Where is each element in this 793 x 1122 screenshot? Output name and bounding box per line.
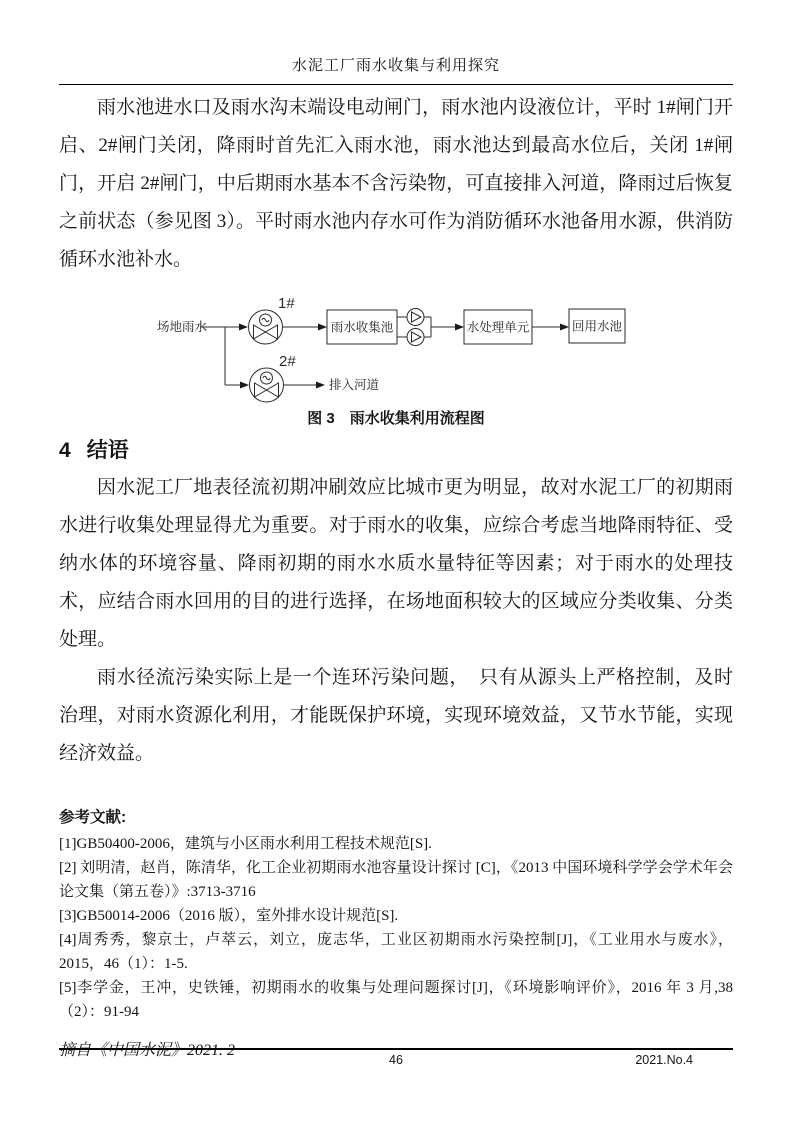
paragraph-3: 雨水径流污染实际上是一个连环污染问题， 只有从源头上严格控制，及时治理，对雨水资源化利用，才能既保护环境，实现环境效益，又节水节能，实现经济效益。: [59, 667, 733, 764]
arrow-icon: [316, 382, 325, 389]
page-number: 46: [389, 1053, 403, 1067]
electric-valve-icon-1: [249, 310, 283, 344]
electric-valve-icon-2: [250, 368, 284, 402]
arrow-icon: [239, 324, 248, 331]
discharge-label: 排入河道: [329, 378, 380, 392]
page-content: [59, 0, 733, 1062]
figure-caption: 图 3 雨水收集利用流程图: [307, 410, 485, 427]
reference-item: [3]GB50014-2006（2016 版），室外排水设计规范[S].: [59, 908, 399, 924]
arrow-icon: [560, 324, 569, 331]
figure-3-flow-diagram: [59, 279, 733, 429]
reference-item: [1]GB50400-2006，建筑与小区雨水利用工程技术规范[S].: [59, 836, 432, 852]
footer-rule: [59, 1048, 733, 1050]
references-section: [59, 807, 733, 1024]
valve-1-tag: 1#: [278, 295, 295, 312]
paragraph-2: 因水泥工厂地表径流初期冲刷效应比城市更为明显，故对水泥工厂的初期雨水进行收集处理显得尤为重要。对于雨水的收集，应综合考虑当地降雨特征、受纳水体的环境容量、降雨初期的雨水水质水量特征等因素；对于雨水的处理技术，应结合雨水回用的目的进行选择，在场地面积较大的区域应分类收集、分类处理。: [59, 477, 733, 650]
treatment-unit-label: 水处理单元: [466, 320, 530, 335]
valve-2-tag: 2#: [279, 353, 296, 370]
section-number: 4: [59, 439, 71, 462]
source-note: 摘自《中国水泥》2021. 2: [59, 1042, 236, 1059]
references-heading: 参考文献:: [59, 809, 127, 826]
running-head-title: 水泥工厂雨水收集与利用探究: [291, 58, 500, 74]
arrow-icon: [240, 382, 249, 389]
reference-item: [5]李学金，王冲，史铁锤，初期雨水的收集与处理问题探讨[J]，《环境影响评价》，2016 年 3 月,38（2）：91-94: [59, 980, 733, 1020]
section-heading: [59, 438, 733, 463]
reuse-pool-label: 回用水池: [571, 319, 623, 334]
arrow-icon: [455, 324, 464, 331]
header-rule: [59, 84, 733, 85]
section-title: 结语: [86, 439, 129, 462]
collection-pool-label: 雨水收集池: [330, 320, 394, 335]
arrow-icon: [318, 324, 327, 331]
pump-icon-2: [407, 329, 424, 346]
flow-diagram-canvas: [59, 279, 733, 407]
paragraph-1: 雨水池进水口及雨水沟末端设电动闸门，雨水池内设液位计，平时 1#闸门开启、2#闸门关闭，降雨时首先汇入雨水池，雨水池达到最高水位后，关闭 1#闸门，开启 2#闸门，中后期雨水基本不含污染物，可直接排入河道，降雨过后恢复之前状态（参见图 3）。平时雨水池内存水可作为消防循环水池备用水源，供消防循环水池补水。: [59, 97, 733, 270]
reference-item: [2] 刘明清，赵肖，陈清华，化工企业初期雨水池容量设计探讨 [C]，《2013 中国环境科学学会学术年会论文集（第五卷）》:3713-3716: [59, 860, 733, 900]
source-label: 场地雨水: [157, 320, 208, 334]
pump-icon-1: [407, 309, 424, 326]
reference-item: [4]周秀秀，黎京士，卢萃云，刘立，庞志华，工业区初期雨水污染控制[J]，《工业用水与废水》，2015，46（1）：1-5.: [59, 932, 733, 972]
issue-number: 2021.No.4: [635, 1053, 693, 1067]
